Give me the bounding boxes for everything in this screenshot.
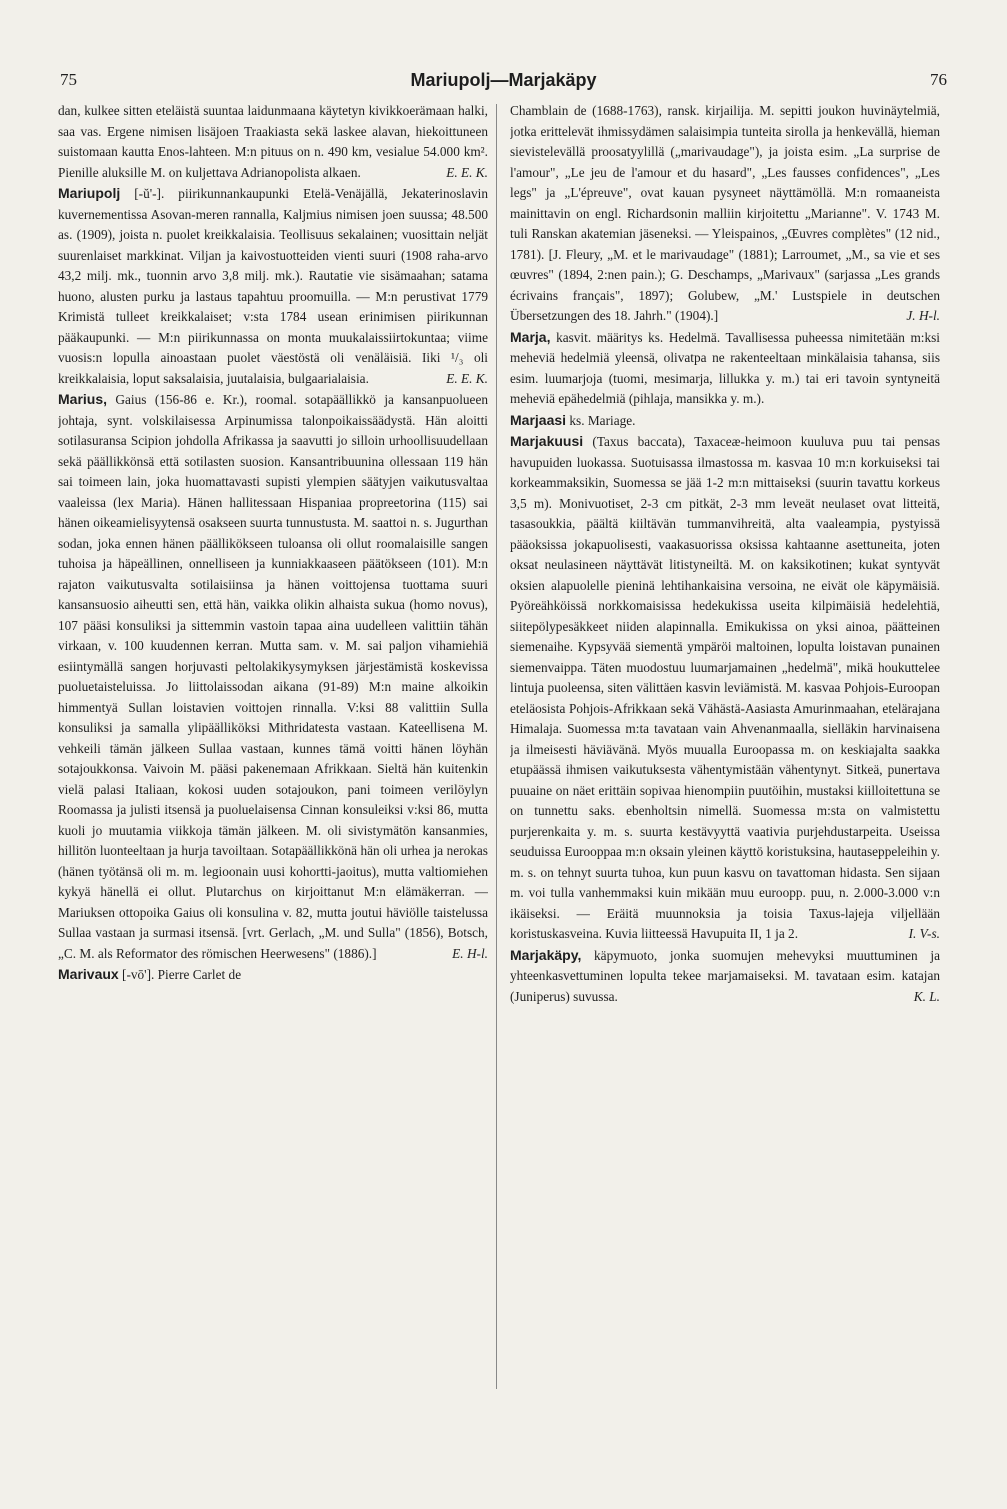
left-column bbox=[58, 100, 488, 1390]
entry-signature: I. V-s. bbox=[908, 926, 940, 941]
entry-headword: Marius, bbox=[58, 391, 108, 407]
entry bbox=[510, 410, 940, 432]
entry-text: käpymuoto, jonka suomujen mehevyksi muuttuminen ja yhteenkasvettuminen lopulta tekee marjamaiseksi. M. tavataan esim. katajan (Juniperus) suvussa. bbox=[510, 947, 940, 1004]
entry-text: (Taxus baccata), Taxaceæ-heimoon kuuluva puu tai pensas havupuiden luokassa. Suotuisassa ilmastossa m. kasvaa 10 m:n korkuiseksi tai korkeammaksikin, Suomessa se jää 1-2 m:n mittaiseksi (suurin tavattu korkeus 3,5 m). Monivuotiset, 2-3 cm pitkät, 2-3 mm leveät neulaset ovat litteitä, tasasoukkia, päältä kiiltävän tummanvihreitä, alta vaaleampia, pystyissä pääoksissa jokapuolisesti, vaakasuorissa oksissa kahtaanne asettuneita, joten oksat neulasineen näyttävät litistyneiltä. M. on kaksikotinen; kukat syntyvät oksien alapuolelle pieninä lehtihankaisina versoina, ne eivät ole käpymäisiä. Pyöreähköissä norkkomaisissa hedekukissa useita kilpimäisiä hedelehtiä, siitepölypesäkkeet niiden alapinnalla. Emikukissa on yksi ainoa, päätteinen siemenaihe. Kypsyvää siementä ympäröi maltoinen, lopulta loistavan punainen siemenvaippa. Täten muodostuu luumarjamainen „hedelmä", mikä houkuttelee lintuja puoleensa, siten välittäen kasvin leviämistä. M. kasvaa Pohjois-Euroopan eteläosista Pohjois-Afrikkaan sekä Vähästä-Aasiasta Amurinmaahan, etelärajana Himalaja. Suomessa m:ta tavataan vain Ahvenanmaalla, sielläkin harvinaisena ja ilmeisesti häviävänä. Myös muualla Euroopassa m. on keskiajalta saakka etupäässä ihmisen vaikutuksesta vähentymistään vähentynyt. Sitkeä, punertava puuaine on näet erittäin sopivaa hienompiin puutöihin, mustaksi kiilloitettuna se on tunnettu saks. ebenholtsin nimellä. Suomessa m:sta on valmistettu purjerenkaita y. m. s. suurta kestävyyttä vaativia purjehdustarpeita. Useissa seuduissa Eurooppaa m:n oksain yleinen käyttö koristuksina, hautaseppeleihin y. m. s. on tehnyt suurta tuhoa, kun puun kasvu on tavattoman hidasta. Sen sijaan m. voi tulla vanhemmaksi kuin mikään muu euroopp. puu, n. 2.000-3.000 v:n ikäiseksi. — Eräitä muunnoksia ja toisia Taxus-lajeja viljellään koristuskasveina. Kuvia liitteessä Havupuita II, 1 ja 2. bbox=[510, 434, 940, 941]
entry-text: dan, kulkee sitten eteläistä suuntaa laidunmaana käytetyn kivikkoerämaan halki, saa vas. Ergene nimisen lisäjoen Traakiasta sekä laskee alavan, hiekoittuneen suistomaan kautta Enos-lahteen. M:n pituus on n. 490 km, vesialue 54.000 km². Pienille aluksille M. on kuljettava Adrianopolista alkaen. bbox=[58, 103, 488, 180]
entry-signature: K. L. bbox=[913, 988, 940, 1004]
entry-text: kasvit. määritys ks. Hedelmä. Tavallisessa puheessa nimitetään m:ksi meheviä hedelmiä yleensä, olivatpa ne rakenteeltaan minkälaisia tahansa, siis esim. luumarjoja (tuomi, mesimarja, lillukka y. m.) tai eri tavoin syntyneitä meheviä epähedelmiä (pihlaja, mansikka y. m.). bbox=[510, 329, 940, 406]
entry bbox=[58, 183, 488, 389]
entry-text: Chamblain de (1688-1763), ransk. kirjailija. M. sepitti joukon huvinäytelmiä, jotka erittelevät ihmissydämen salaisimpia tunteita sirolla ja henkevällä, hieman sievistelevällä proosatyylillä („marivaudage"), ja joista esim. „La surprise de l'amour", „Le jeu de l'amour et du hasard", „Les fausses confidences", „Les legs" ja „L'épreuve", ovat kauan pysyneet näyttämöllä. M:n romaaneista mainittavin on engl. Richardsonin malliin kirjoitettu „Marianne". V. 1743 M. tuli Ranskan akatemian jäseneksi. — Yleispainos, „Œuvres complètes" (12 nid., 1781). [J. Fleury, „M. et le marivaudage" (1881); Larroumet, „M., sa vie et ses œuvres" (1894, 2:nen pain.); G. Deschamps, „Marivaux" (sarjassa „Les grands écrivains français", 1897); Golubew, „M.' Lustspiele in deutschen Übersetzungen des 18. Jahrh." (1904).] bbox=[510, 103, 940, 323]
entry-text: Gaius (156-86 e. Kr.), roomal. sotapäällikkö ja kansanpuolueen johtaja, synt. volskilaisessa Arpinumissa talonpoikaissäädystä. Hän aloitti sotilasuransa Scipion johdolla Afrikassa ja saavutti jo silloin urhoollisuudellaan sekä päällikkönsä että sotilasten suosion. Kansantribuunina ollessaan 119 hän sai toimeen lain, joka huomattavasti supisti ylempien säätyjen vaikutusvaltaa vaaleissa (lex Maria). Hänen hallitessaan Hispaniaa propreetorina (115) sai hänen oikeamielisyytensä osakseen suurta tunnustusta. M. saattoi n. s. Jugurthan sodan, joka ennen hänen päällikökseen tuloansa oli ollut roomalaisille sangen tuhoisa ja häpeällinen, onnelliseen ja kunniakkaaseen päätökseen (101). M:n rajaton vaikutusvalta sotilaisiinsa ja hänen voittojensa tuottama suuri kansansuosio aiheutti sen, että hän, vaikka olikin alhaista sukua (homo novus), 107 pääsi konsuliksi ja sittemmin vastoin tapaa aina uudelleen valittiin tähän virkaan, v. 100 kuudennen kerran. Mutta sam. v. M. sai paljon vihamiehiä esiintymällä sangen horjuvasti peltolakikysymyksen järjestämistä koskevissa puoluetaisteluissa. Jo liittolaissodan aikana (91-89) M:n maine alkoikin himmentyä Sullan loistavien voittojen rinnalla. V:ksi 88 valittiin Sulla konsuliksi ja samalla ylipäälliköksi Mithridatesta vastaan. Kateellisena M. vehkeili tämän jälkeen Sullaa vastaan, kunnes tämä voitti hänen löyhän sotajoukkonsa. Vaivoin M. pääsi pakenemaan Afrikkaan. Sieltä hän kuitenkin vielä palasi Italiaan, kokosi uuden sotajoukon, pani toimeen verilöylyn Roomassa ja julisti itsensä ja puoluelaisensa Cinnan konsuleiksi v:ksi 86, mutta kuoli jo muutamia viikkoja tämän jälkeen. M. oli sivistymätön kansanmies, hillitön luonteeltaan ja hurja tavoiltaan. Sotapäällikkönä hän oli urhea ja nerokas (hänen työtänsä oli m. m. legioonain uusi kohortti-jaoitus), mutta valtiomiehen kykyä hänellä ei ollut. Plutarchus on kirjoittanut M:n elämäkerran. — Mariuksen ottopoika Gaius oli konsulina v. 82, mutta joutui häviölle taistelussa Sullaa vastaan ja surmasi itsensä. [vrt. Gerlach, „M. und Sulla" (1856), Botsch, „C. M. als Reformator des römischen Heerwesens" (1886).] bbox=[58, 392, 488, 961]
entry-headword: Marjaasi bbox=[510, 411, 567, 428]
entry-headword: Marjakäpy, bbox=[510, 946, 582, 963]
entry bbox=[58, 100, 488, 183]
entry-text: [-vō']. Pierre Carlet de bbox=[122, 967, 242, 982]
entry bbox=[510, 327, 940, 410]
entry-headword: Mariupolj bbox=[58, 185, 121, 201]
left-page-number: 75 bbox=[60, 70, 77, 89]
entry bbox=[58, 389, 488, 964]
entry-text: [-ŭ'-]. piirikunnankaupunki Etelä-Venäjällä, Jekaterinoslavin kuvernementissa Asovan-meren rannalla, Kaljmius nimisen joen suussa; 48.500 as. (1909), joista n. puolet kreikkalaisia. Teollisuus sekalainen; vuosittain neljät suurenlaiset markkinat. Viljan ja kaivostuotteiden vienti suuri (1908 raha-arvo 43,2 milj. mk., tuonnin arvo 3,8 milj. mk.). Rautatie vie sisämaahan; satama huono, alusten purku ja lastaus tapahtuu proomuilla. — M:n perustivat 1779 Krimistä tulleet kreikkalaiset; v:sta 1784 usean erinimisen piirikunnan pääkaupunki. — M:n piirikunnassa on monta muukalaissiirtokuntaa; viime vuosis:n lopulla ainoastaan puolet väestöstä oli venäläisiä. Iiki ¹/₃ oli kreikkalaisia, loput saksalaisia, juutalaisia, bulgaarialaisia. bbox=[58, 186, 488, 386]
entry bbox=[510, 431, 940, 945]
entry-signature: E. E. K. bbox=[446, 164, 488, 180]
right-page-number: 76 bbox=[930, 70, 947, 89]
entry-headword: Marja, bbox=[510, 328, 551, 345]
right-column bbox=[510, 100, 940, 1390]
entry-text: ks. Mariage. bbox=[569, 412, 636, 428]
entry-signature: E. E. K. bbox=[446, 370, 488, 386]
entry bbox=[58, 964, 488, 986]
entry bbox=[510, 100, 940, 327]
entry-signature: J. H-l. bbox=[906, 308, 940, 323]
entry-headword: Marivaux bbox=[58, 966, 119, 982]
entry bbox=[510, 945, 940, 1008]
running-title: Mariupolj—Marjakäpy bbox=[410, 70, 597, 90]
column-divider bbox=[496, 104, 497, 1389]
entry-headword: Marjakuusi bbox=[510, 433, 584, 449]
entry-signature: E. H-l. bbox=[452, 945, 488, 961]
page-header bbox=[0, 70, 1007, 94]
